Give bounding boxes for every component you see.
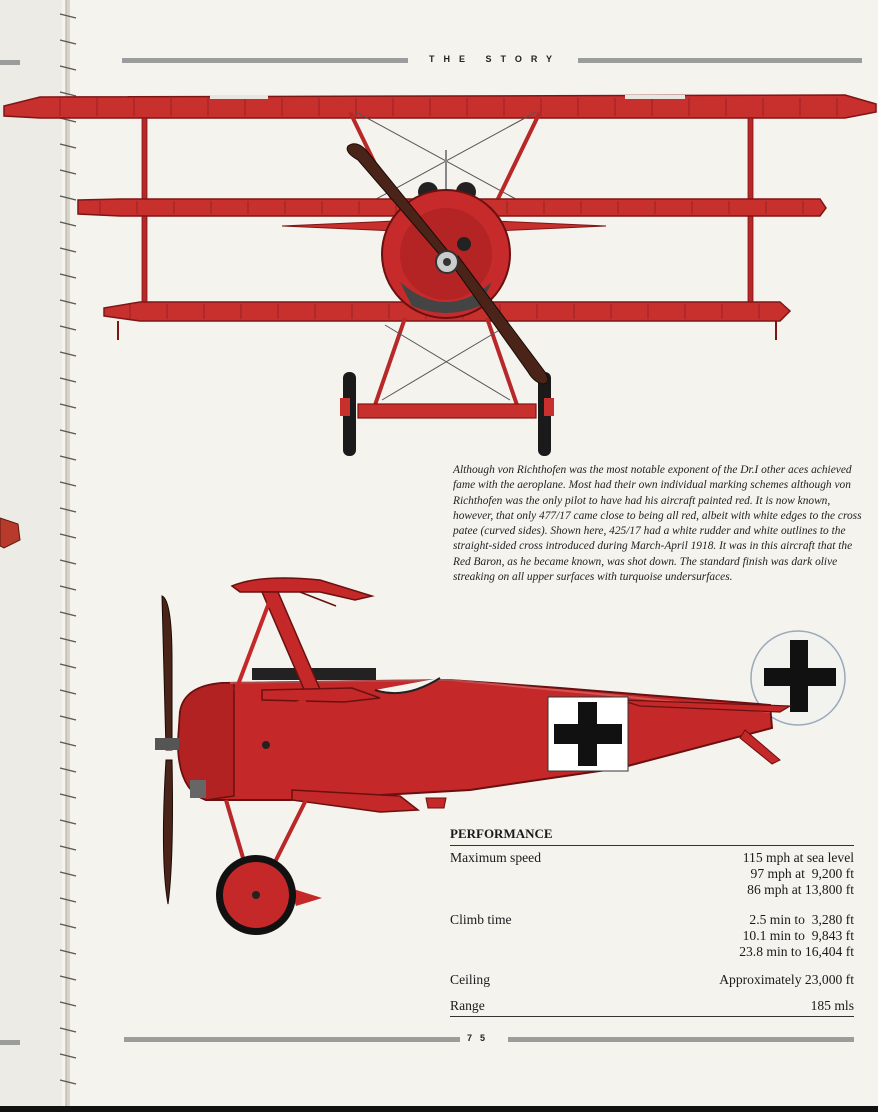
scan-edge	[0, 1106, 878, 1112]
row-values	[739, 910, 854, 960]
row-value: 115 mph at sea level	[742, 850, 854, 865]
row-label: Climb time	[450, 912, 512, 927]
footer-rule-right	[508, 1037, 854, 1042]
row-value: 2.5 min to 3,280 ft	[749, 912, 854, 927]
page-number: 75	[466, 1033, 493, 1043]
row-value: Approximately 23,000 ft	[719, 972, 854, 987]
row-values	[719, 970, 854, 988]
performance-table	[450, 826, 854, 1017]
performance-row-climb-time	[450, 910, 854, 960]
performance-row-max-speed	[450, 848, 854, 898]
row-value: 23.8 min to 16,404 ft	[739, 944, 854, 959]
performance-row-ceiling	[450, 970, 854, 988]
performance-heading: PERFORMANCE	[450, 826, 854, 846]
row-value: 185 mls	[810, 998, 854, 1013]
row-value: 97 mph at 9,200 ft	[750, 866, 854, 881]
running-header: THE STORY	[428, 54, 561, 64]
row-label: Range	[450, 998, 485, 1013]
row-values	[811, 996, 854, 1014]
row-value: 10.1 min to 9,843 ft	[742, 928, 854, 943]
row-value: 86 mph at 13,800 ft	[747, 882, 854, 897]
row-values	[743, 848, 854, 898]
row-label: Maximum speed	[450, 850, 541, 865]
performance-row-range	[450, 996, 854, 1017]
footer-rule-left	[124, 1037, 460, 1042]
row-label: Ceiling	[450, 972, 491, 987]
illustration-caption: Although von Richthofen was the most notable exponent of the Dr.I other aces achieved fame with the aeroplane. Most had their own individual marking schemes although von Richthofen was the only pilot to have had his aircraft painted red. It is now known, however, that only 477/17 came close to being all red, albeit with white edges to the cross patee (curved sides). Shown here, 425/17 had a white rudder and white outlines to the straight-sided cross introduced during March-April 1918. It was in this aircraft that the Red Baron, as he became known, was shot down. The standard finish was dark olive streaking on all upper surfaces with turquoise undersurfaces.	[453, 464, 862, 584]
